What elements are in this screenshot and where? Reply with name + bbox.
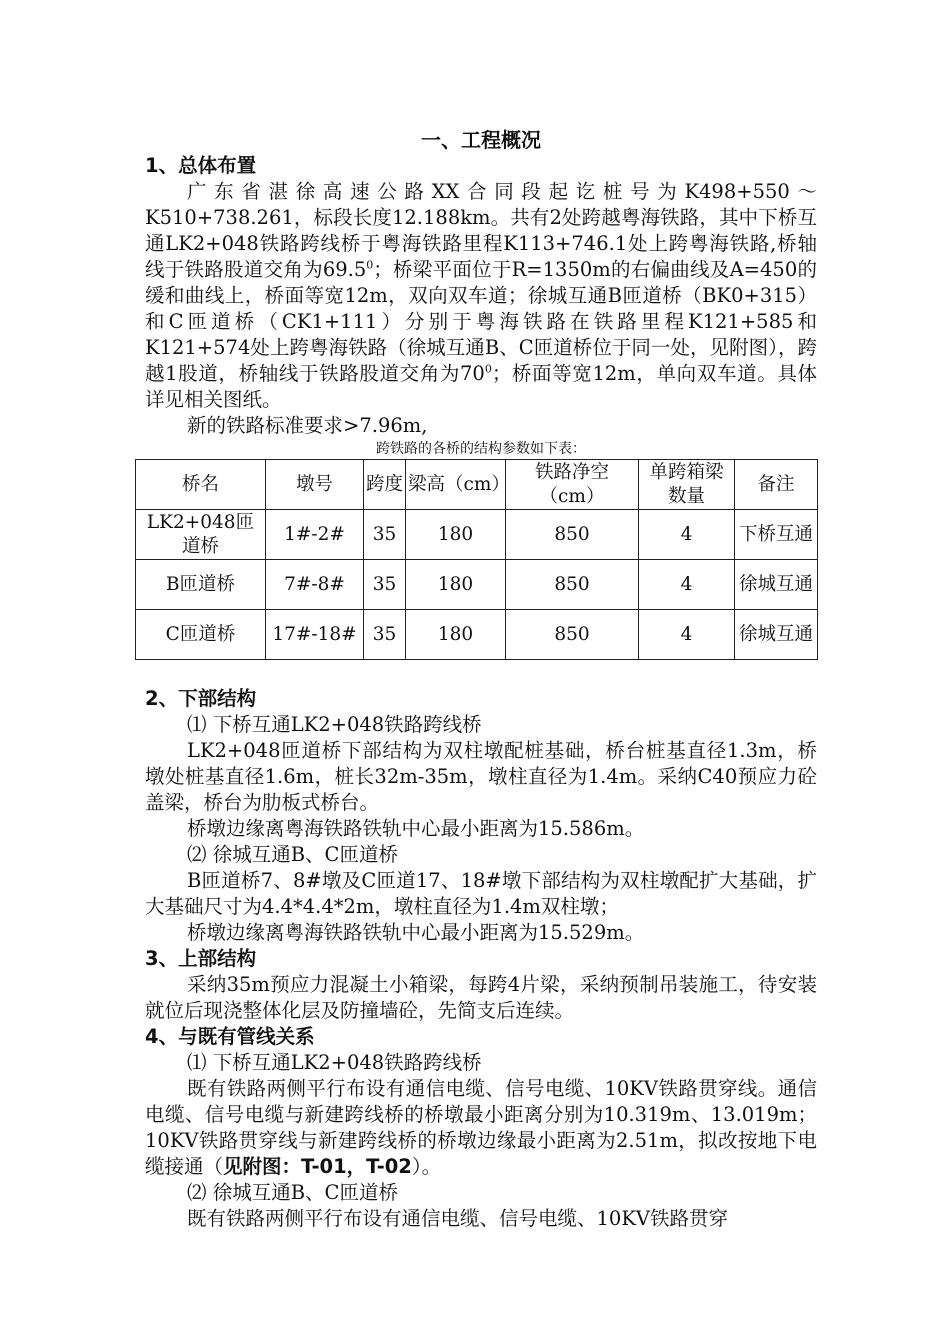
- header-cell: 梁高（cm）: [406, 460, 506, 510]
- bridge-parameters-table: [135, 459, 818, 660]
- table-cell: 4: [639, 560, 735, 610]
- text-run: 既有铁路两侧平行布设有通信电缆、信号电缆、10KV铁路贯穿线。通信电缆、信号电缆与新建跨线桥的桥墩最小距离分别为10.319m、13.019m；10KV铁路贯穿线与新建跨线桥的桥墩边缘最小距离为2.51m，拟改按地下电缆接通（: [145, 1077, 817, 1178]
- subheading-xiaqiao-interchange-pipelines: ⑴ 下桥互通LK2+048铁路跨线桥: [187, 1051, 482, 1074]
- table-cell: 4: [639, 610, 735, 660]
- table-row: [136, 510, 818, 560]
- page-title: 一、工程概况: [421, 128, 541, 152]
- section-heading-overall-layout: 1、总体布置: [145, 154, 257, 177]
- paragraph-pier-distance-2: 桥墩边缘离粤海铁路铁轨中心最小距离为15.529m。: [187, 921, 645, 944]
- table-cell: 180: [406, 610, 506, 660]
- paragraph-substructure-2: B匝道桥7、8#墩及C匝道17、18#墩下部结构为双柱墩配扩大基础，扩大基础尺寸为4.4*4.4*2m，墩柱直径为1.4m双柱墩；: [145, 869, 817, 918]
- section-heading-pipelines: 4、与既有管线关系: [145, 1025, 315, 1048]
- spacer: [145, 660, 817, 686]
- drawing-reference: 见附图：T-01，T-02: [223, 1155, 412, 1178]
- table-cell: 35: [364, 560, 406, 610]
- paragraph-substructure-1: LK2+048匝道桥下部结构为双柱墩配桩基础，桥台桩基直径1.3m，桥墩处桩基直径1.6m，桩长32m-35m，墩柱直径为1.4m。采纳C40预应力砼盖梁，桥台为肋板式桥台。: [145, 739, 817, 814]
- table-cell: 35: [364, 610, 406, 660]
- header-cell: 备注: [735, 460, 818, 510]
- paragraph-pipelines-2: 既有铁路两侧平行布设有通信电缆、信号电缆、10KV铁路贯穿: [187, 1207, 728, 1230]
- document-page: [145, 127, 817, 1232]
- table-cell: 徐城互通: [735, 610, 818, 660]
- text-run: 广东省湛徐高速公路XX合同段起讫桩号为K498+550～K510+738.261，标段长度12.188km。共有2处跨越粤海铁路，其中下桥互通LK2+048铁路跨线桥于粤海铁路里程K113+746.1处上跨粤海铁路,桥轴线于铁路股道交角为69.5: [145, 180, 817, 281]
- subheading-xucheng-interchange: ⑵ 徐城互通B、C匝道桥: [187, 843, 398, 866]
- table-cell: LK2+048匝道桥: [136, 510, 266, 560]
- header-cell: 跨度: [364, 460, 406, 510]
- subheading-xucheng-interchange-pipelines: ⑵ 徐城互通B、C匝道桥: [187, 1181, 398, 1204]
- header-cell: 铁路净空（cm）: [506, 460, 639, 510]
- table-cell: 下桥互通: [735, 510, 818, 560]
- table-cell: 850: [506, 610, 639, 660]
- table-cell: 850: [506, 510, 639, 560]
- text-run: ；桥面等宽12m，单向双车道。具体详见相关图纸。: [145, 362, 817, 411]
- table-row: [136, 610, 818, 660]
- table-cell: 180: [406, 510, 506, 560]
- table-cell: B匝道桥: [136, 560, 266, 610]
- table-cell: 1#-2#: [266, 510, 364, 560]
- table-cell: C匝道桥: [136, 610, 266, 660]
- paragraph-railway-standard: 新的铁路标准要求>7.96m,: [187, 414, 428, 437]
- superscript: 0: [366, 258, 374, 272]
- table-cell: 7#-8#: [266, 560, 364, 610]
- section-heading-substructure: 2、下部结构: [145, 687, 257, 710]
- paragraph-overall-layout: [145, 179, 817, 413]
- table-cell: 850: [506, 560, 639, 610]
- table-header-row: [136, 460, 818, 510]
- paragraph-superstructure: 采纳35m预应力混凝土小箱梁，每跨4片梁，采纳预制吊装施工，待安装就位后现浇整体化层及防撞墙砼，先简支后连续。: [145, 973, 817, 1022]
- table-cell: 4: [639, 510, 735, 560]
- section-heading-superstructure: 3、上部结构: [145, 947, 257, 970]
- table-caption: 跨铁路的各桥的结构参数如下表：: [376, 441, 586, 457]
- paragraph-pipelines-1: [145, 1076, 817, 1180]
- header-cell: 墩号: [266, 460, 364, 510]
- header-cell: 桥名: [136, 460, 266, 510]
- text-run: ；桥梁平面位于R=1350m的右偏曲线及A=450的缓和曲线上，桥面等宽12m，双向双车道；徐城互通B匝道桥（BK0+315）和C匝道桥（CK1+111）分别于粤海铁路在铁路里程K121+585和K121+574处上跨粤海铁路（徐城互通B、C匝道桥位于同一处，见附图），跨越1股道，桥轴线于铁路股道交角为70: [145, 258, 817, 385]
- text-run: ）。: [411, 1155, 442, 1178]
- subheading-xiaqiao-interchange: ⑴ 下桥互通LK2+048铁路跨线桥: [187, 713, 482, 736]
- table-cell: 17#-18#: [266, 610, 364, 660]
- table-cell: 35: [364, 510, 406, 560]
- table-row: [136, 560, 818, 610]
- header-cell: 单跨箱梁数量: [639, 460, 735, 510]
- paragraph-pier-distance-1: 桥墩边缘离粤海铁路铁轨中心最小距离为15.586m。: [187, 817, 645, 840]
- superscript: 0: [484, 362, 492, 376]
- table-cell: 徐城互通: [735, 560, 818, 610]
- table-cell: 180: [406, 560, 506, 610]
